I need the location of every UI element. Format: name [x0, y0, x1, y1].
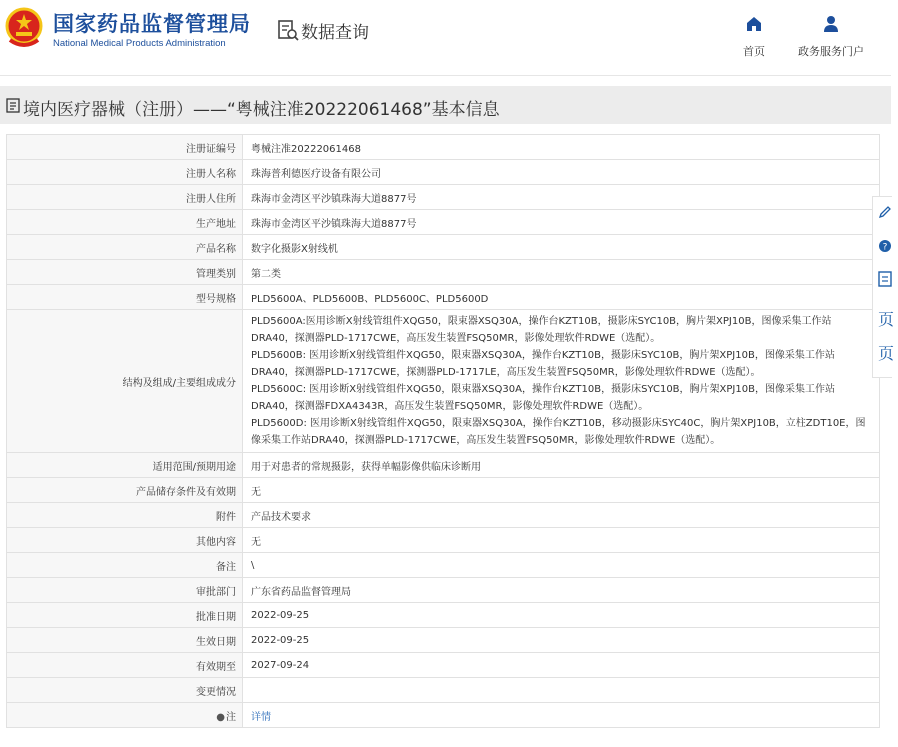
table-row [7, 478, 880, 503]
row-label: 适用范围/预期用途 [7, 453, 243, 478]
row-value: 无 [243, 528, 880, 553]
row-value: 珠海普利德医疗设备有限公司 [243, 160, 880, 185]
structure-paragraph: PLD5600D: 医用诊断X射线管组件XQG50，限束器XSQ30A，操作台KZT10B，移动摄影床SYC40C，胸片架XPJ10B，立柱ZDT10E，图像采集工作站DRA40，探测器PLD-1717CWE，高压发生装置FSQ50MR，影像处理软件RDWE（选配）。 [251, 418, 866, 446]
floating-toolbar [872, 196, 895, 378]
table-row [7, 235, 880, 260]
row-label: 型号规格 [7, 285, 243, 310]
page-icon[interactable]: 页 [878, 344, 895, 363]
row-label: 生产地址 [7, 210, 243, 235]
row-label: 审批部门 [7, 578, 243, 603]
help-icon[interactable] [878, 237, 898, 259]
row-label: 结构及组成/主要组成成分 [7, 310, 243, 453]
row-label: 管理类别 [7, 260, 243, 285]
row-value: 广东省药品监督管理局 [243, 578, 880, 603]
page-title: 境内医疗器械（注册）——“粤械注准20222061468”基本信息 [23, 100, 500, 120]
nav-portal-label: 政务服务门户 [798, 45, 864, 58]
location-pin-icon: ● [216, 711, 225, 723]
row-value: 粤械注准20222061468 [243, 135, 880, 160]
structure-value [243, 310, 880, 453]
row-label: 注册人住所 [7, 185, 243, 210]
row-label: 注册证编号 [7, 135, 243, 160]
page-title-bar [0, 86, 891, 124]
row-label: 变更情况 [7, 678, 243, 703]
table-row [7, 578, 880, 603]
nav-home[interactable] [714, 14, 794, 59]
structure-paragraph: PLD5600B: 医用诊断X射线管组件XQG50，限束器XSQ30A，操作台KZT10B，摄影床SYC10B，胸片架XPJ10B，图像采集工作站DRA40，探测器PLD-1717CWE，探测器PLD-1717LE，高压发生装置FSQ50MR，影像处理软件RDWE（选配）。 [251, 350, 835, 378]
national-emblem-icon [4, 6, 44, 50]
table-row [7, 628, 880, 653]
table-row [7, 553, 880, 578]
table-row [7, 210, 880, 235]
row-value: 2027-09-24 [243, 653, 880, 678]
document-icon [6, 98, 20, 113]
structure-paragraph: PLD5600C: 医用诊断X射线管组件XQG50，限束器XSQ30A，操作台KZT10B，摄影床SYC10B，胸片架XPJ10B，图像采集工作站DRA40，探测器FDXA4343R，高压发生装置FSQ50MR，影像处理软件RDWE（选配）。 [251, 384, 835, 412]
registration-info-table [6, 134, 880, 728]
nav-home-label: 首页 [743, 45, 765, 58]
row-value: 第二类 [243, 260, 880, 285]
row-label: 附件 [7, 503, 243, 528]
table-row [7, 285, 880, 310]
row-value [243, 703, 880, 728]
row-label: 有效期至 [7, 653, 243, 678]
table-row [7, 185, 880, 210]
table-row [7, 135, 880, 160]
table-row [7, 678, 880, 703]
row-label [7, 703, 243, 728]
header-divider [0, 75, 891, 76]
table-row-structure [7, 310, 880, 453]
user-icon [821, 14, 841, 34]
row-value: 珠海市金湾区平沙镇珠海大道8877号 [243, 210, 880, 235]
read-icon[interactable] [878, 271, 898, 293]
data-query-label[interactable]: 数据查询 [301, 23, 369, 43]
svg-text:?: ? [882, 242, 888, 253]
row-value [243, 678, 880, 703]
table-row [7, 653, 880, 678]
table-row-note [7, 703, 880, 728]
row-value: 数字化摄影X射线机 [243, 235, 880, 260]
row-value: 用于对患者的常规摄影，获得单幅影像供临床诊断用 [243, 453, 880, 478]
row-label: 其他内容 [7, 528, 243, 553]
row-value: PLD5600A、PLD5600B、PLD5600C、PLD5600D [243, 285, 880, 310]
home-icon [744, 14, 764, 34]
row-value: 2022-09-25 [243, 603, 880, 628]
table-row [7, 453, 880, 478]
page-icon[interactable]: 页 [878, 310, 895, 329]
row-label: 生效日期 [7, 628, 243, 653]
table-row [7, 503, 880, 528]
site-name-cn[interactable]: 国家药品监督管理局 [53, 12, 251, 36]
edit-icon[interactable] [878, 203, 898, 225]
row-value: 2022-09-25 [243, 628, 880, 653]
note-label: 注 [226, 711, 236, 723]
table-row [7, 528, 880, 553]
details-link[interactable]: 详情 [251, 711, 271, 723]
row-value: 产品技术要求 [243, 503, 880, 528]
nav-service-portal[interactable] [791, 14, 871, 59]
row-value: \ [243, 553, 880, 578]
site-header [0, 0, 891, 76]
row-value: 无 [243, 478, 880, 503]
site-name-en[interactable]: National Medical Products Administration [53, 38, 226, 49]
row-label: 备注 [7, 553, 243, 578]
structure-paragraph: PLD5600A:医用诊断X射线管组件XQG50，限束器XSQ30A，操作台KZT10B，摄影床SYC10B，胸片架XPJ10B，图像采集工作站DRA40，探测器PLD-1717CWE，高压发生装置FSQ50MR，影像处理软件RDWE（选配）。 [251, 316, 832, 344]
row-label: 产品名称 [7, 235, 243, 260]
row-label: 注册人名称 [7, 160, 243, 185]
row-label: 批准日期 [7, 603, 243, 628]
row-value: 珠海市金湾区平沙镇珠海大道8877号 [243, 185, 880, 210]
table-row [7, 260, 880, 285]
row-label: 产品储存条件及有效期 [7, 478, 243, 503]
table-row [7, 160, 880, 185]
data-query-icon [277, 19, 299, 41]
table-row [7, 603, 880, 628]
